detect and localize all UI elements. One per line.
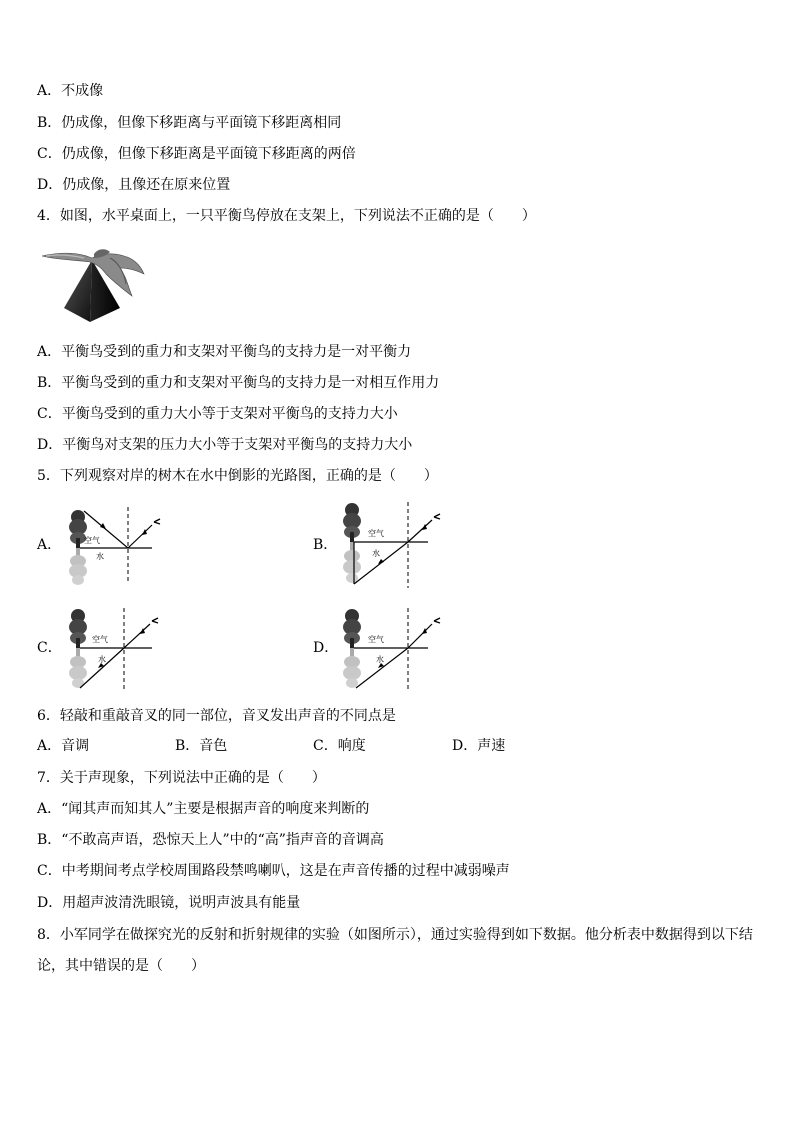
tree-reflection-icon bbox=[343, 648, 361, 688]
q6-option-b: B．音色 bbox=[175, 738, 228, 754]
q4-option-c: C．平衡鸟受到的重力大小等于支架对平衡鸟的支持力大小 bbox=[37, 406, 398, 422]
q5-figure-b bbox=[336, 500, 446, 590]
tree-icon bbox=[69, 609, 87, 648]
water-label: 水 bbox=[96, 552, 104, 561]
q5-option-d-label: D． bbox=[313, 640, 339, 656]
tree-reflection-icon bbox=[69, 648, 87, 688]
q7-option-c: C．中考期间考点学校周围路段禁鸣喇叭，这是在声音传播的过程中减弱噪声 bbox=[37, 863, 510, 879]
q4-option-b: B．平衡鸟受到的重力和支架对平衡鸟的支持力是一对相互作用力 bbox=[37, 375, 440, 391]
q7-stem: 7．关于声现象，下列说法中正确的是（ ） bbox=[37, 770, 326, 786]
q5-option-a-label: A． bbox=[37, 537, 62, 553]
q4-option-a: A．平衡鸟受到的重力和支架对平衡鸟的支持力是一对平衡力 bbox=[37, 344, 412, 360]
q7-option-a: A．“闻其声而知其人”主要是根据声音的响度来判断的 bbox=[37, 801, 370, 817]
air-label: 空气 bbox=[368, 635, 384, 644]
tree-icon bbox=[343, 609, 361, 648]
q8-stem-line1: 8．小军同学在做探究光的反射和折射规律的实验（如图所示），通过实验得到如下数据。他分析表中数据得到以下结 bbox=[37, 927, 753, 943]
tree-reflection-icon bbox=[69, 548, 87, 585]
q6-option-d: D．声速 bbox=[452, 738, 506, 754]
tree-reflection-icon bbox=[343, 542, 361, 583]
eye-icon bbox=[434, 514, 440, 519]
q5-option-b-label: B． bbox=[313, 537, 338, 553]
q3-option-a: A．不成像 bbox=[37, 83, 104, 99]
q5-figure-c bbox=[62, 606, 172, 692]
q5-option-c-label: C． bbox=[37, 640, 62, 656]
air-label: 空气 bbox=[92, 635, 108, 644]
eye-icon bbox=[154, 519, 160, 524]
q7-option-b: B．“不敢高声语，恐惊天上人”中的“高”指声音的音调高 bbox=[37, 832, 384, 848]
water-label: 水 bbox=[376, 655, 384, 664]
tree-icon bbox=[343, 503, 361, 542]
q5-figure-a bbox=[62, 505, 172, 585]
q3-option-b: B．仍成像，但像下移距离与平面镜下移距离相同 bbox=[37, 115, 342, 131]
q4-stem: 4．如图，水平桌面上，一只平衡鸟停放在支架上，下列说法不正确的是（ ） bbox=[37, 208, 536, 224]
eye-icon bbox=[434, 618, 440, 623]
air-label: 空气 bbox=[368, 529, 384, 538]
q6-option-a: A．音调 bbox=[37, 738, 90, 754]
q6-stem: 6．轻敲和重敲音叉的同一部位，音叉发出声音的不同点是 bbox=[37, 708, 396, 724]
water-label: 水 bbox=[98, 655, 106, 664]
q3-option-d: D．仍成像，且像还在原来位置 bbox=[37, 177, 231, 193]
q3-option-c: C．仍成像，但像下移距离是平面镜下移距离的两倍 bbox=[37, 146, 356, 162]
water-label: 水 bbox=[372, 549, 380, 558]
eye-icon bbox=[152, 618, 158, 623]
q7-option-d: D．用超声波清洗眼镜，说明声波具有能量 bbox=[37, 895, 301, 911]
q6-option-c: C．响度 bbox=[313, 738, 366, 754]
q8-stem-line2: 论，其中错误的是（ ） bbox=[37, 958, 205, 974]
q5-figure-d bbox=[336, 606, 446, 692]
q5-stem: 5．下列观察对岸的树木在水中倒影的光路图，正确的是（ ） bbox=[37, 468, 438, 484]
balance-bird-figure bbox=[40, 246, 150, 326]
q4-option-d: D．平衡鸟对支架的压力大小等于支架对平衡鸟的支持力大小 bbox=[37, 437, 413, 453]
air-label: 空气 bbox=[84, 536, 100, 545]
